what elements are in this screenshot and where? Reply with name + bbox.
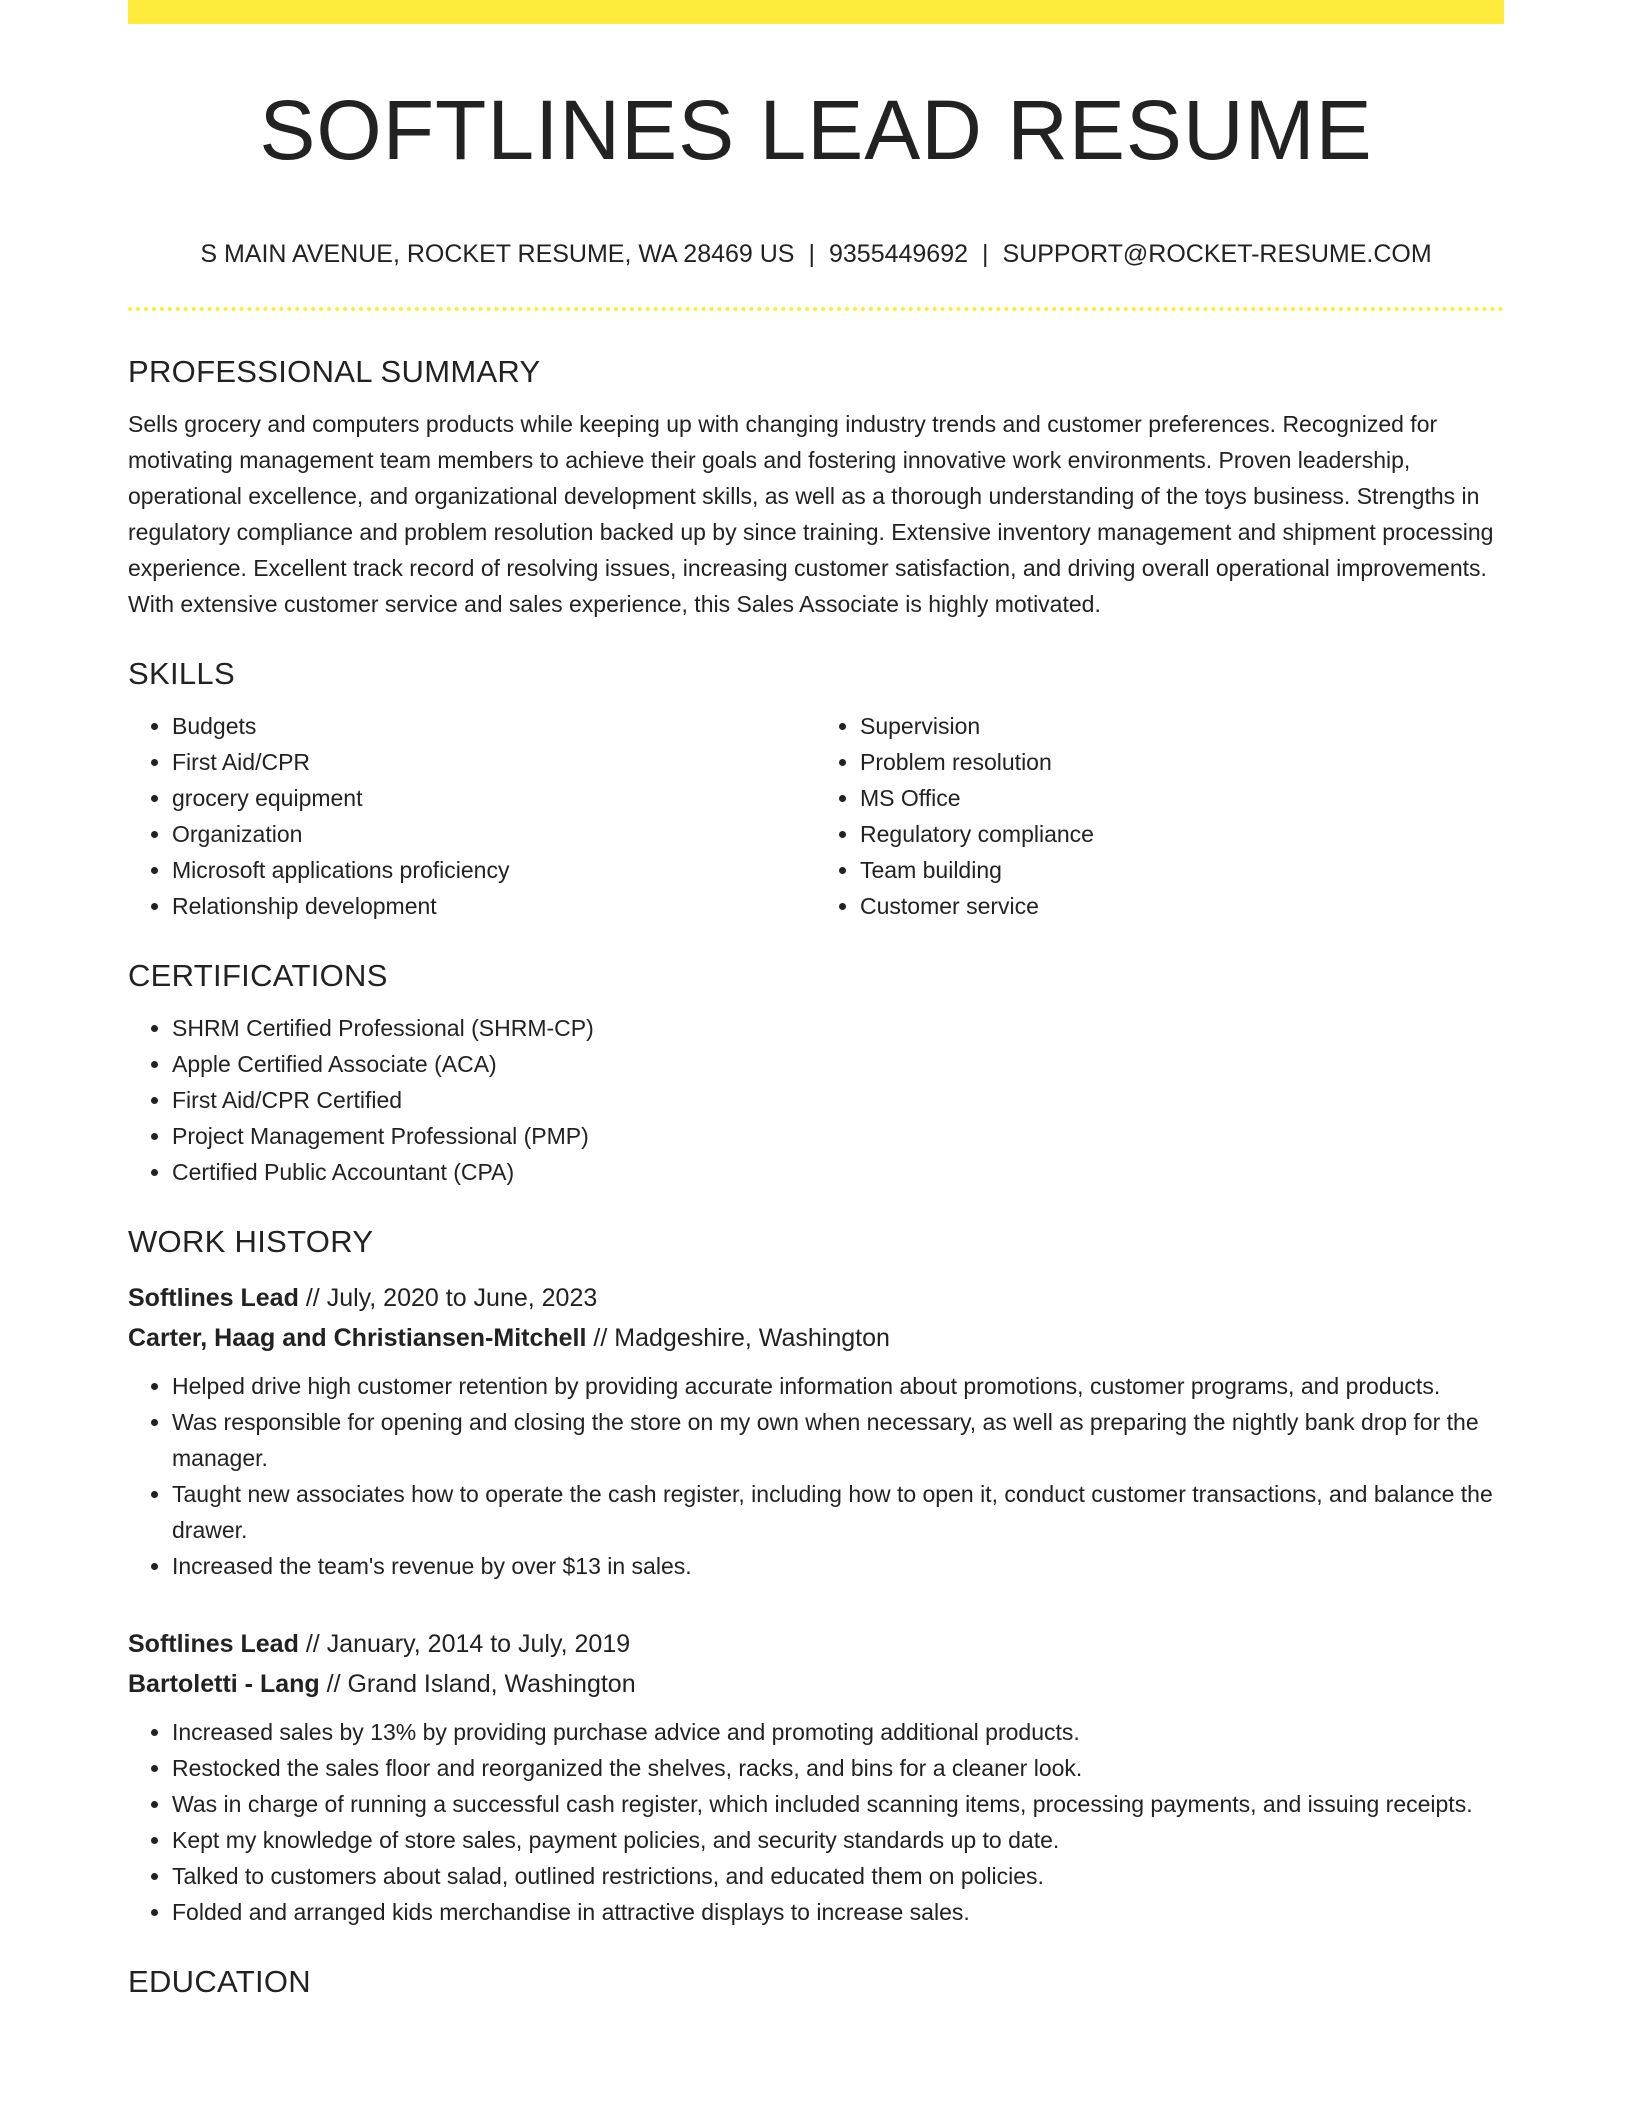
job-bullet: • Increased the team's revenue by over $13 in sales. — [172, 1548, 1504, 1584]
job-entry — [128, 1278, 1504, 1584]
skill-item: • First Aid/CPR — [172, 744, 816, 780]
job-bullet: • Increased sales by 13% by providing purchase advice and promoting additional products. — [172, 1714, 1504, 1750]
job-title-line — [128, 1278, 1504, 1318]
skills-heading: SKILLS — [128, 656, 235, 691]
certification-item: • SHRM Certified Professional (SHRM-CP) — [172, 1010, 1504, 1046]
work-history-heading: WORK HISTORY — [128, 1224, 374, 1259]
skill-item: • Team building — [860, 852, 1504, 888]
contact-separator: | — [982, 240, 989, 268]
education-heading: EDUCATION — [128, 1964, 311, 1999]
job-divider: // — [326, 1670, 341, 1698]
certifications-heading: CERTIFICATIONS — [128, 958, 388, 993]
certification-item: • Certified Public Accountant (CPA) — [172, 1154, 1504, 1190]
certification-item: • Project Management Professional (PMP) — [172, 1118, 1504, 1154]
job-dates: January, 2014 to July, 2019 — [326, 1630, 631, 1658]
resume-title: SOFTLINES LEAD RESUME — [259, 83, 1373, 177]
contact-phone: 9355449692 — [828, 240, 969, 268]
job-location: Madgeshire, Washington — [614, 1324, 890, 1352]
skill-item: • Supervision — [860, 708, 1504, 744]
job-bullet: • Kept my knowledge of store sales, payment policies, and security standards up to date. — [172, 1822, 1504, 1858]
summary-heading: PROFESSIONAL SUMMARY — [128, 354, 541, 389]
contact-line — [128, 236, 1504, 272]
job-company-line — [128, 1318, 1504, 1358]
certifications-list — [128, 1010, 1504, 1190]
contact-separator: | — [808, 240, 815, 268]
top-accent-bar — [128, 0, 1504, 24]
skill-item: • Problem resolution — [860, 744, 1504, 780]
skill-item: • Relationship development — [172, 888, 816, 924]
job-company: Bartoletti - Lang — [128, 1670, 320, 1698]
summary-section — [128, 350, 1504, 622]
skill-item: • Customer service — [860, 888, 1504, 924]
skills-columns — [128, 708, 1504, 924]
skills-section — [128, 652, 1504, 924]
job-bullet: • Helped drive high customer retention by providing accurate information about promotions, customer programs, and products. — [172, 1368, 1504, 1404]
resume-content — [128, 350, 1504, 2004]
skills-right-list — [816, 708, 1504, 924]
job-divider: // — [305, 1284, 320, 1312]
job-divider: // — [593, 1324, 608, 1352]
summary-text: Sells grocery and computers products while keeping up with changing industry trends and customer preferences. Recognized for motivating management team members to achieve their goals and fostering innovative work environments. Proven leadership, operational excellence, and organizational development skills, as well as a thorough understanding of the toys business. Strengths in regulatory compliance and problem resolution backed up by since training. Extensive inventory management and shipment processing experience. Excellent track record of resolving issues, increasing customer satisfaction, and driving overall operational improvements. With extensive customer service and sales experience, this Sales Associate is highly motivated. — [128, 411, 1494, 617]
education-section — [128, 1960, 1504, 2004]
job-bullets — [128, 1368, 1504, 1584]
skill-item: • Microsoft applications proficiency — [172, 852, 816, 888]
job-location: Grand Island, Washington — [347, 1670, 636, 1698]
skill-item: • Regulatory compliance — [860, 816, 1504, 852]
job-divider: // — [305, 1630, 320, 1658]
job-title: Softlines Lead — [128, 1630, 299, 1658]
certifications-section — [128, 954, 1504, 1190]
job-bullet: • Restocked the sales floor and reorganized the shelves, racks, and bins for a cleaner look. — [172, 1750, 1504, 1786]
job-entry — [128, 1624, 1504, 1930]
skill-item: • MS Office — [860, 780, 1504, 816]
contact-email: SUPPORT@ROCKET-RESUME.COM — [1002, 240, 1432, 268]
job-bullet: • Talked to customers about salad, outlined restrictions, and educated them on policies. — [172, 1858, 1504, 1894]
job-bullet: • Taught new associates how to operate the cash register, including how to open it, conduct customer transactions, and balance the drawer. — [172, 1476, 1504, 1548]
contact-address: S MAIN AVENUE, ROCKET RESUME, WA 28469 US — [200, 240, 795, 268]
skill-item: • Budgets — [172, 708, 816, 744]
dotted-divider — [128, 307, 1504, 311]
job-bullet: • Folded and arranged kids merchandise in attractive displays to increase sales. — [172, 1894, 1504, 1930]
skills-left-list — [128, 708, 816, 924]
work-history-section — [128, 1220, 1504, 1930]
certification-item: • First Aid/CPR Certified — [172, 1082, 1504, 1118]
job-title-line — [128, 1624, 1504, 1664]
job-company-line — [128, 1664, 1504, 1704]
skill-item: • grocery equipment — [172, 780, 816, 816]
certification-item: • Apple Certified Associate (ACA) — [172, 1046, 1504, 1082]
job-bullets — [128, 1714, 1504, 1930]
job-title: Softlines Lead — [128, 1284, 299, 1312]
skill-item: • Organization — [172, 816, 816, 852]
job-dates: July, 2020 to June, 2023 — [326, 1284, 598, 1312]
job-company: Carter, Haag and Christiansen-Mitchell — [128, 1324, 587, 1352]
job-bullet: • Was in charge of running a successful cash register, which included scanning items, processing payments, and issuing receipts. — [172, 1786, 1504, 1822]
job-bullet: • Was responsible for opening and closing the store on my own when necessary, as well as preparing the nightly bank drop for the manager. — [172, 1404, 1504, 1476]
